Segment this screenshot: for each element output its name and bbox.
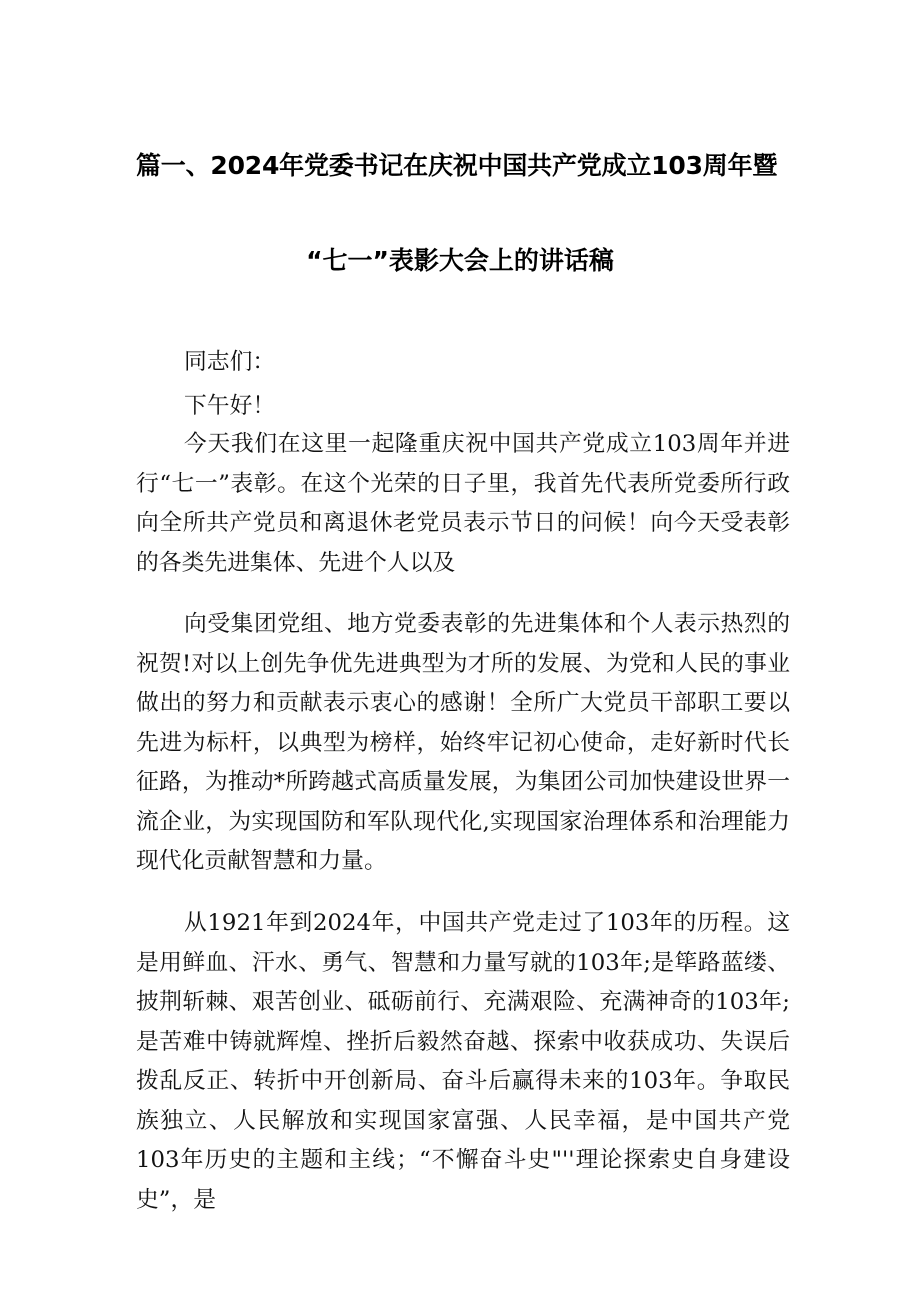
body-paragraph-3: 从1921年到2024年，中国共产党走过了103年的历程。这是用鲜血、汗水、勇气、智慧和力量写就的103年;是筚路蓝缕、披荆斩棘、艰苦创业、砥砺前行、充满艰险、充满神奇的103年;是苦难中铸就辉煌、挫折后毅然奋越、探索中收获成功、失误后拨乱反正、转折中开创新局、奋斗后赢得未来的103年。争取民族独立、人民解放和实现国家富强、人民幸福，是中国共产党103年历史的主题和主线；“不懈奋斗史"''理论探索史自身建设史”，是 bbox=[136, 910, 790, 1213]
document-title-line-1: 篇一、2024年党委书记在庆祝中国共产党成立103周年暨 bbox=[136, 151, 778, 180]
greeting: 下午好！ bbox=[184, 393, 276, 419]
document-title-line-2: “七一”表影大会上的讲话稿 bbox=[306, 246, 614, 275]
salutation: 同志们： bbox=[184, 349, 276, 375]
body-paragraph-1: 今天我们在这里一起隆重庆祝中国共产党成立103周年并进行“七一”表彰。在这个光荣的日子里，我首先代表所党委所行政向全所共产党员和离退休老党员表示节日的问候！向今天受表彰的各类先进集体、先进个人以及 bbox=[136, 431, 790, 576]
body-paragraph-2: 向受集团党组、地方党委表彰的先进集体和个人表示热烈的祝贺!对以上创先争优先进典型为才所的发展、为党和人民的事业做出的努力和贡献表示衷心的感谢！全所广大党员干部职工要以先进为标杆，以典型为榜样，始终牢记初心使命，走好新时代长征路，为推动*所跨越式高质量发展，为集团公司加快建设世界一流企业，为实现国防和军队现代化,实现国家治理体系和治理能力现代化贡献智慧和力量。 bbox=[136, 611, 790, 874]
